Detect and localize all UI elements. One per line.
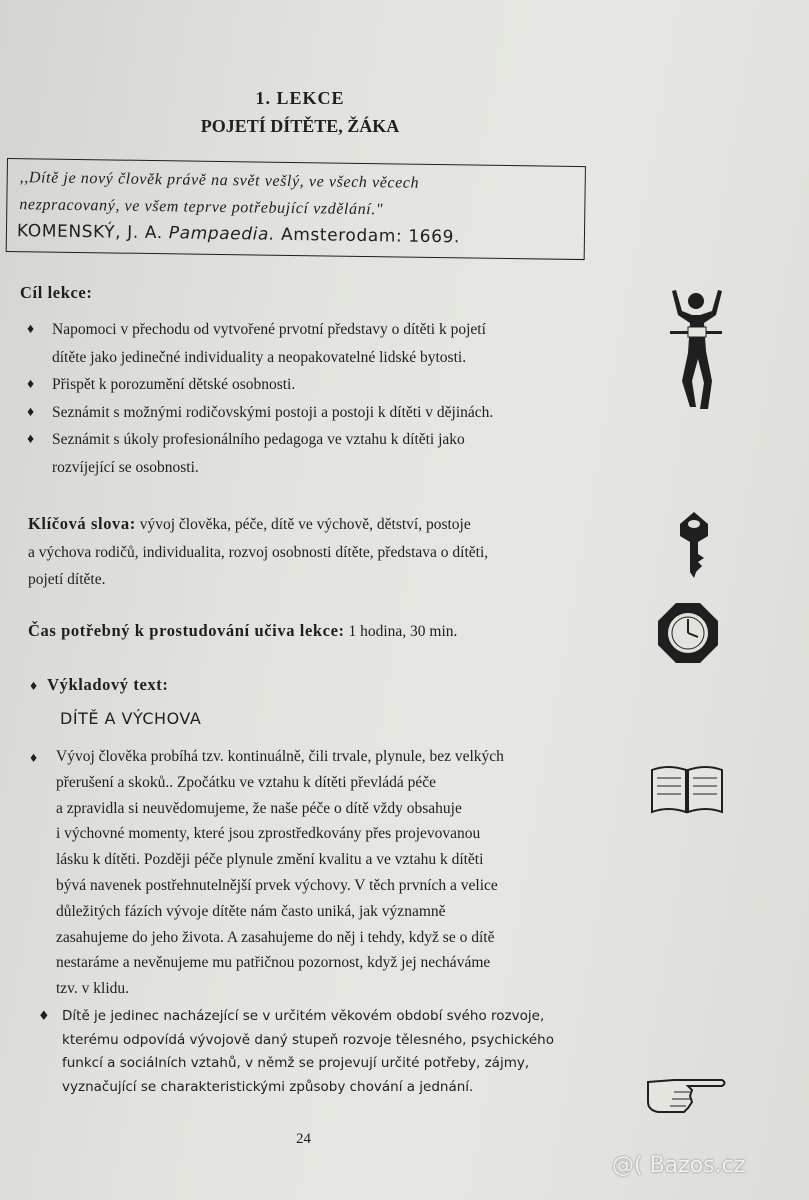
citation-author: KOMENSKÝ, J. A. bbox=[16, 221, 163, 244]
book-icon bbox=[648, 762, 726, 816]
page-number: 24 bbox=[296, 1131, 311, 1147]
paragraph-line: tzv. v klidu. bbox=[56, 980, 130, 998]
keywords-line-3: pojetí dítěte. bbox=[28, 571, 106, 588]
keywords-block bbox=[28, 510, 598, 594]
paragraph-line: Dítě je jedinec nacházející se v určitém věkovém období svého rozvoje, bbox=[62, 1008, 545, 1024]
pointing-hand-icon bbox=[644, 1072, 728, 1118]
clock-icon bbox=[656, 601, 720, 665]
bullet-icon: ♦ bbox=[27, 322, 35, 337]
bullet-icon: ♦ bbox=[27, 404, 35, 420]
goal-item-line: Seznámit s úkoly profesionálního pedagoga ve vztahu k dítěti jako bbox=[52, 431, 465, 448]
paragraph-line: nestaráme a nevěnujeme mu patřičnou pozornost, když jej necháváme bbox=[56, 954, 491, 972]
citation-work: Pampaedia. bbox=[168, 223, 276, 245]
paragraph-line: vyznačující se charakteristickými způsoby chování a jednání. bbox=[62, 1078, 474, 1095]
goal-item bbox=[22, 426, 602, 481]
paragraph-line: Vývoj člověka probíhá tzv. kontinuálně, čili trvale, plynule, bez velkých bbox=[56, 748, 504, 765]
keywords-line-2: a výchova rodičů, individualita, rozvoj osobnosti dítěte, představa o dítěti, bbox=[28, 543, 489, 561]
paragraph-1 bbox=[30, 744, 590, 1002]
goal-item-line: Napomoci v přechodu od vytvořené prvotní představy o dítěti k pojetí bbox=[52, 321, 486, 338]
goal-item-line: Seznámit s možnými rodičovskými postoji a postoji k dítěti v dějinách. bbox=[52, 403, 494, 421]
keywords-line-1 bbox=[28, 510, 598, 539]
expository-heading bbox=[30, 671, 168, 701]
runner-icon bbox=[664, 285, 728, 413]
keywords-label: Klíčová slova: bbox=[28, 514, 136, 533]
lesson-number-title: 1. LEKCE bbox=[255, 88, 345, 108]
goal-item-line: rozvíjející se osobnosti. bbox=[52, 458, 199, 476]
study-time-value: 1 hodina, 30 min. bbox=[348, 623, 458, 640]
bullet-icon: ♦ bbox=[38, 1009, 50, 1024]
key-icon bbox=[674, 510, 714, 580]
paragraph-line: funkcí a sociálních vztahů, v němž se projevují určité potřeby, zájmy, bbox=[62, 1055, 530, 1071]
goal-item-line: Přispět k porozumění dětské osobnosti. bbox=[52, 376, 296, 393]
quote-box bbox=[6, 158, 586, 260]
goal-list bbox=[22, 316, 602, 481]
section-title: DÍTĚ A VÝCHOVA bbox=[60, 709, 202, 728]
expository-label: Výkladový text: bbox=[47, 675, 169, 694]
paragraph-line: a zpravidla si neuvědomujeme, že naše péče o dítě vždy obsahuje bbox=[56, 799, 462, 817]
paragraph-line: lásku k dítěti. Později péče plynule změní kvalitu a ve vztahu k dítěti bbox=[56, 851, 484, 869]
quote-citation bbox=[17, 221, 460, 247]
bullet-icon: ♦ bbox=[27, 432, 35, 447]
citation-place: Amsterodam: 1669. bbox=[280, 224, 461, 248]
paragraph-line: zasahujeme do jeho života. A zasahujeme do něj i tehdy, když se o dítě bbox=[56, 928, 495, 946]
bullet-icon: ♦ bbox=[30, 679, 38, 694]
goal-item bbox=[22, 371, 602, 399]
goal-heading: Cíl lekce: bbox=[20, 283, 93, 302]
bullet-icon: ♦ bbox=[27, 377, 35, 392]
quote-line-2: nezpracovaný, ve všem teprve potřebující vzdělání." bbox=[19, 196, 384, 219]
paragraph-line: přerušení a skoků.. Zpočátku ve vztahu k dítěti převládá péče bbox=[56, 773, 437, 791]
keywords-text: vývoj člověka, péče, dítě ve výchově, dětství, postoje bbox=[139, 516, 471, 533]
paragraph-line: bývá navenek postřehnutelnější prvek výchovy. V těch prvních a velice bbox=[56, 876, 498, 894]
paragraph-line: kterému odpovídá vývojově daný stupeň rozvoje tělesného, psychického bbox=[62, 1031, 554, 1048]
study-time-label: Čas potřebný k prostudování učiva lekce: bbox=[28, 621, 345, 640]
study-time bbox=[28, 617, 608, 646]
goal-item-line: dítěte jako jedinečné individuality a neopakovatelné lidské bytosti. bbox=[52, 348, 467, 366]
paragraph-line: i výchovné momenty, které jsou zprostředkovány přes projevovanou bbox=[56, 825, 481, 843]
paragraph-2 bbox=[38, 1005, 598, 1099]
lesson-subtitle: POJETÍ DÍTĚTE, ŽÁKA bbox=[200, 116, 400, 136]
watermark: @( Bazos.cz bbox=[612, 1153, 746, 1178]
goal-item bbox=[22, 316, 602, 371]
bullet-icon: ♦ bbox=[30, 751, 38, 766]
goal-item bbox=[22, 399, 602, 427]
quote-line-1: ,,Dítě je nový člověk právě na svět vešlý, ve všech věcech bbox=[19, 169, 420, 192]
paragraph-line: důležitých fázích vývoje dítěte nám často uniká, jak významně bbox=[56, 902, 446, 920]
